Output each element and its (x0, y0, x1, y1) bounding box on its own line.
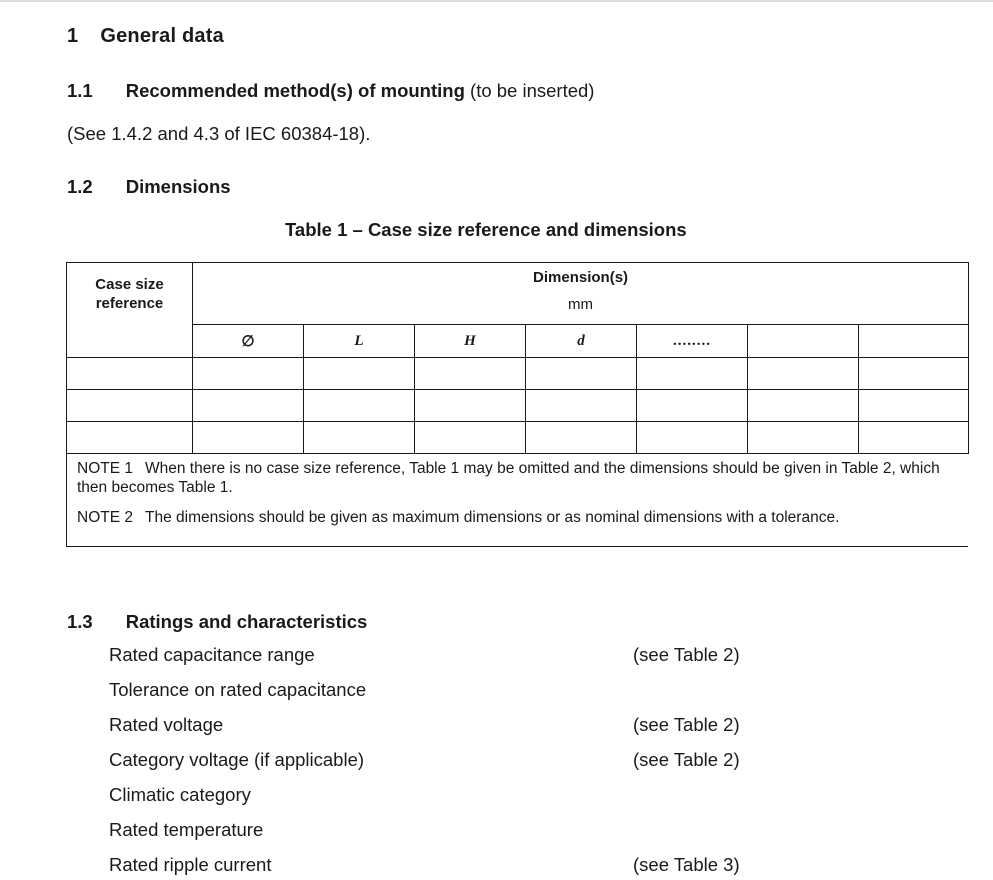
note-2-text: The dimensions should be given as maximum dimensions or as nominal dimensions with a tolerance. (144, 509, 840, 526)
dimensions-header-title: Dimension(s) (533, 268, 629, 286)
table-cell (859, 422, 969, 454)
rating-label: Tolerance on rated capacitance (109, 679, 367, 700)
column-empty-2 (859, 325, 969, 358)
rating-label: Rated voltage (109, 714, 224, 735)
note-1 (77, 459, 962, 497)
section-1-2-title: Dimensions (125, 176, 231, 197)
note-1-label: NOTE 1 (77, 460, 133, 477)
table-cell (637, 358, 748, 390)
case-size-reference-header (67, 263, 193, 358)
table-cell (415, 390, 526, 422)
table-cell (748, 390, 859, 422)
table-cell (415, 422, 526, 454)
note-2 (77, 508, 962, 527)
rating-ref: (see Table 2) (633, 714, 740, 735)
section-1-2-heading (67, 176, 231, 198)
table-cell (526, 422, 637, 454)
table-cell (67, 390, 193, 422)
table-row (67, 422, 969, 454)
section-1-title: General data (100, 25, 224, 47)
section-1-1-heading (67, 80, 594, 102)
column-height: H (415, 325, 526, 358)
column-length: L (304, 325, 415, 358)
dimensions-header (193, 263, 969, 325)
table-cell (67, 422, 193, 454)
section-1-number: 1 (67, 25, 79, 47)
rating-label: Rated ripple current (109, 854, 272, 875)
table-cell (304, 422, 415, 454)
table-cell (67, 358, 193, 390)
table-cell (859, 358, 969, 390)
section-1-heading (67, 25, 224, 48)
rating-ref: (see Table 2) (633, 644, 740, 665)
dimensions-table (66, 262, 969, 454)
table-cell (526, 358, 637, 390)
table-row (67, 390, 969, 422)
table-cell (304, 390, 415, 422)
column-d: d (526, 325, 637, 358)
section-1-2-number: 1.2 (67, 176, 93, 197)
column-more: ........ (637, 325, 748, 358)
table-cell (637, 422, 748, 454)
table-cell (193, 390, 304, 422)
rating-label: Rated temperature (109, 819, 264, 840)
rating-label: Rated capacitance range (109, 644, 315, 665)
table-cell (748, 422, 859, 454)
section-1-1-title: Recommended method(s) of mounting (125, 80, 465, 101)
table-row (67, 358, 969, 390)
rating-ref: (see Table 2) (633, 749, 740, 770)
dimensions-unit: mm (568, 295, 594, 313)
rating-label: Category voltage (if applicable) (109, 749, 365, 770)
section-1-3-title: Ratings and characteristics (125, 611, 368, 632)
section-1-1-suffix: (to be inserted) (470, 80, 595, 101)
note-2-label: NOTE 2 (77, 509, 133, 526)
table-cell (193, 358, 304, 390)
rating-label: Climatic category (109, 784, 251, 805)
rating-ref: (see Table 3) (633, 854, 740, 875)
table-cell (193, 422, 304, 454)
table-cell (526, 390, 637, 422)
section-1-3-number: 1.3 (67, 611, 93, 632)
case-size-header-line1: Case size (95, 276, 164, 293)
column-empty-1 (748, 325, 859, 358)
table-cell (637, 390, 748, 422)
table-cell (304, 358, 415, 390)
table-cell (748, 358, 859, 390)
note-1-text: When there is no case size reference, Table 1 may be omitted and the dimensions should be given in Table 2, which then becomes Table 1. (77, 460, 940, 496)
top-border (0, 0, 993, 2)
section-1-1-text: (See 1.4.2 and 4.3 of IEC 60384-18). (67, 123, 371, 144)
case-size-header-line2: reference (95, 295, 164, 312)
notes-box (66, 453, 968, 547)
table-cell (415, 358, 526, 390)
table-1-caption: Table 1 – Case size reference and dimensions (285, 219, 687, 240)
column-diameter: ∅ (193, 325, 304, 358)
table-cell (859, 390, 969, 422)
section-1-1-number: 1.1 (67, 80, 93, 101)
section-1-3-heading (67, 611, 367, 633)
